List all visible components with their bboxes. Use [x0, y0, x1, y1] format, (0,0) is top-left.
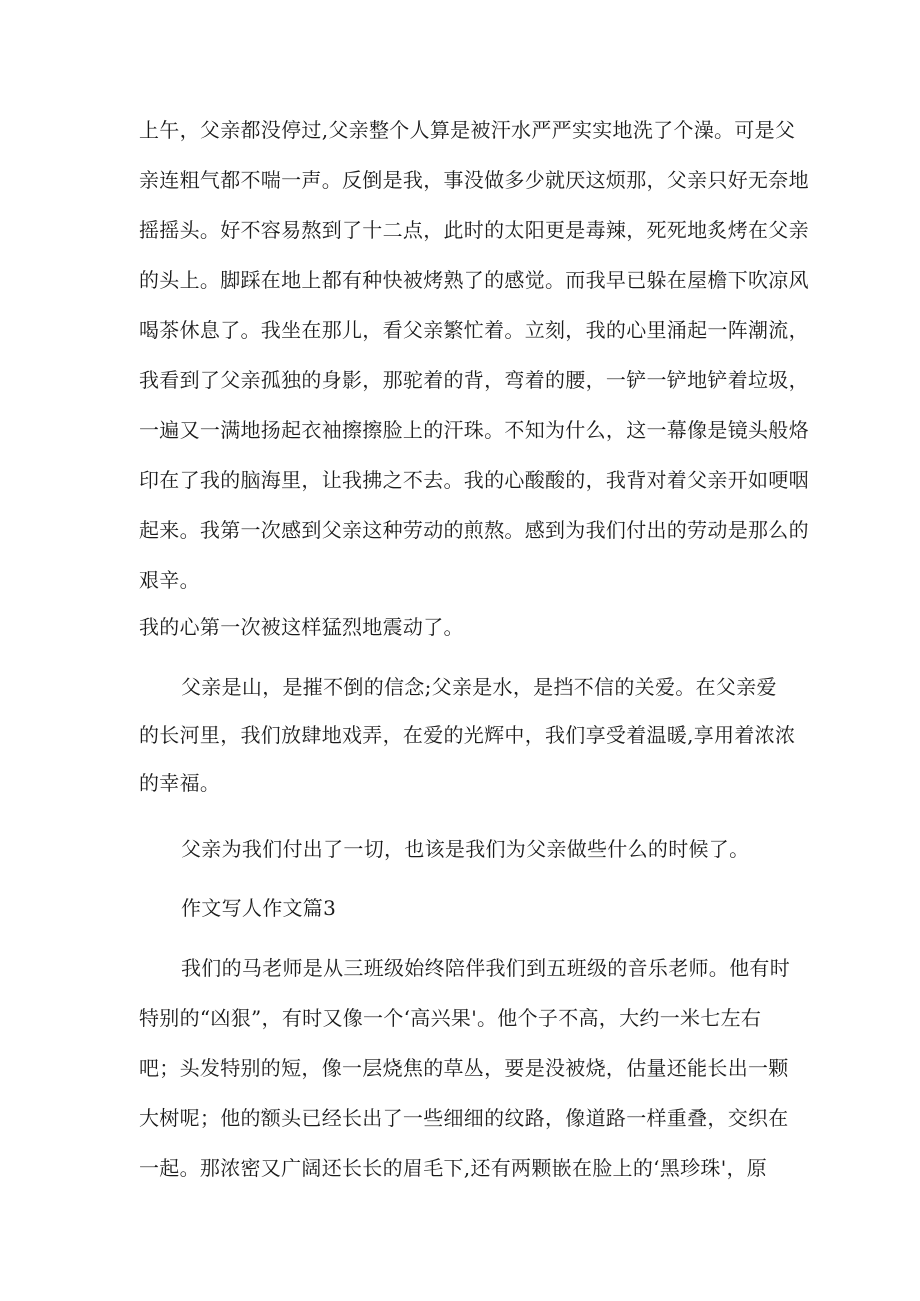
text-line: 艰辛。 [139, 568, 200, 592]
text-line: 的长河里，我们放肆地戏弄，在爱的光辉中，我们享受着温暖,享用着浓浓 [139, 723, 796, 747]
text-line: 特别的“凶狠”，有时又像一个‘高兴果'。他个子不高，大约一米七左右 [139, 1006, 762, 1030]
text-line: 的幸福。 [139, 771, 221, 795]
text-line: 父亲是山，是摧不倒的信念;父亲是水，是挡不信的关爱。在父亲爱 [181, 675, 777, 699]
text-line: 起来。我第一次感到父亲这种劳动的煎熬。感到为我们付出的劳动是那么的 [139, 518, 809, 542]
text-line: 我看到了父亲孤独的身影，那驼着的背，弯着的腰，一铲一铲地铲着垃圾， [139, 368, 809, 392]
text-line: 父亲为我们付出了一切，也该是我们为父亲做些什么的时候了。 [181, 837, 750, 861]
text-line: 我的心第一次被这样猛烈地震动了。 [139, 615, 464, 639]
text-line: 一遍又一满地扬起衣袖擦擦脸上的汗珠。不知为什么，这一幕像是镜头般烙 [139, 418, 809, 442]
text-line: 亲连粗气都不喘一声。反倒是我，事没做多少就厌这烦那，父亲只好无奈地 [139, 168, 809, 192]
text-line: 一起。那浓密又广阔还长长的眉毛下,还有两颗嵌在脸上的‘黑珍珠'，原 [139, 1156, 768, 1180]
section-heading: 作文写人作文篇3 [181, 896, 337, 920]
text-line: 我们的马老师是从三班级始终陪伴我们到五班级的音乐老师。他有时 [181, 956, 790, 980]
text-line: 的头上。脚踩在地上都有种快被烤熟了的感觉。而我早已躲在屋檐下吹凉风 [139, 268, 809, 292]
text-line: 上午，父亲都没停过,父亲整个人算是被汗水严严实实地洗了个澡。可是父 [139, 118, 796, 142]
text-line: 吧；头发特别的短，像一层烧焦的草丛，要是没被烧，估量还能长出一颗 [139, 1056, 789, 1080]
text-line: 喝茶休息了。我坐在那儿，看父亲繁忙着。立刻，我的心里涌起一阵潮流， [139, 318, 809, 342]
text-line: 摇摇头。好不容易熬到了十二点，此时的太阳更是毒辣，死死地炙烤在父亲 [139, 218, 809, 242]
text-line: 印在了我的脑海里，让我拂之不去。我的心酸酸的，我背对着父亲开如哽咽 [139, 468, 809, 492]
text-line: 大树呢；他的额头已经长出了一些细细的纹路，像道路一样重叠，交织在 [139, 1106, 789, 1130]
